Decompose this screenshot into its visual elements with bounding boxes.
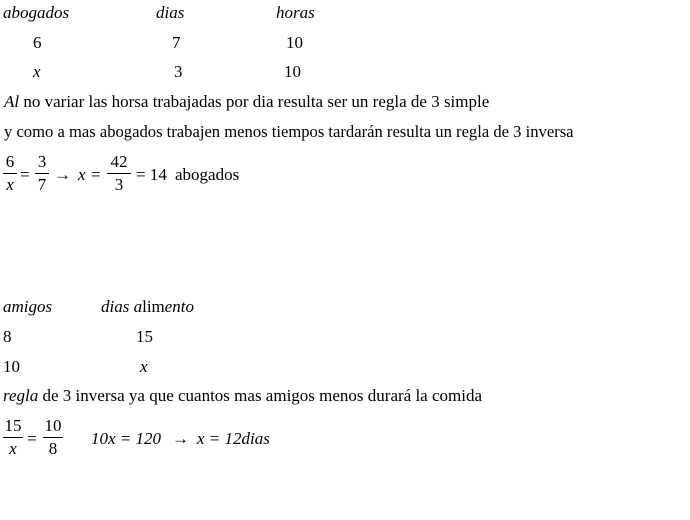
header-lim: lim: [142, 297, 165, 316]
explanation-prefix: regla: [3, 386, 39, 405]
fraction-numerator: 10: [44, 416, 62, 435]
cell-dias-2: 3: [174, 62, 183, 81]
header-dias: dias: [156, 3, 185, 22]
fraction-denominator: 3: [114, 175, 124, 194]
explanation-text: de 3 inversa ya que cuantos mas amigos menos durará la comida: [42, 386, 483, 405]
result-value: = 14: [136, 165, 167, 184]
fraction-denominator: x: [9, 439, 17, 458]
equation-left: 10x = 120: [91, 429, 162, 448]
fraction-numerator: 6: [5, 152, 15, 171]
arrow-icon: →: [172, 429, 189, 448]
cell-amigos-1: 8: [3, 327, 12, 346]
cell-dias-1: 15: [136, 327, 153, 346]
explanation-prefix: Al: [4, 92, 20, 111]
explanation-line-3: [3, 386, 482, 406]
explanation-line-1: [4, 92, 489, 112]
equals-sign: =: [20, 165, 30, 184]
fraction-numerator: 42: [110, 152, 128, 171]
header-abogados: abogados: [3, 3, 70, 22]
fraction-bar: [3, 173, 17, 174]
fraction-10-over-8: [43, 416, 63, 459]
fraction-15-over-x: [3, 416, 23, 459]
explanation-line-2: y como a mas abogados trabajen menos tiempos tardarán resulta un regla de 3 inversa: [4, 122, 574, 141]
cell-amigos-2: 10: [3, 357, 20, 376]
fraction-bar: [35, 173, 49, 174]
header-horas: horas: [276, 3, 315, 22]
fraction-42-over-3: [107, 152, 131, 195]
arrow-icon: →: [54, 165, 71, 184]
fraction-bar: [3, 437, 23, 438]
fraction-numerator: 15: [4, 416, 22, 435]
fraction-bar: [43, 437, 63, 438]
fraction-denominator: x: [6, 175, 14, 194]
fraction-bar: [107, 173, 131, 174]
x-equals: x =: [78, 165, 102, 184]
fraction-numerator: 3: [37, 152, 47, 171]
cell-horas-1: 10: [286, 33, 303, 52]
explanation-text: no variar las horsa trabajadas por dia resulta ser un regla de 3 simple: [23, 92, 490, 111]
equals-sign: =: [27, 429, 37, 448]
header-amigos: amigos: [3, 297, 53, 316]
cell-dias-1: 7: [172, 33, 181, 52]
fraction-6-over-x: [3, 152, 17, 195]
header-ento: ento: [164, 297, 195, 316]
equation-right: x = 12dias: [197, 429, 270, 448]
fraction-denominator: 8: [48, 439, 58, 458]
cell-horas-2: 10: [284, 62, 301, 81]
header-dias-a: dias a: [101, 297, 143, 316]
result-unit: abogados: [175, 165, 240, 184]
header-dias-alimento: [101, 297, 194, 317]
cell-abogados-2: x: [33, 62, 41, 81]
fraction-3-over-7: [35, 152, 49, 195]
fraction-denominator: 7: [37, 175, 47, 194]
cell-abogados-1: 6: [33, 33, 42, 52]
cell-dias-2: x: [140, 357, 148, 376]
